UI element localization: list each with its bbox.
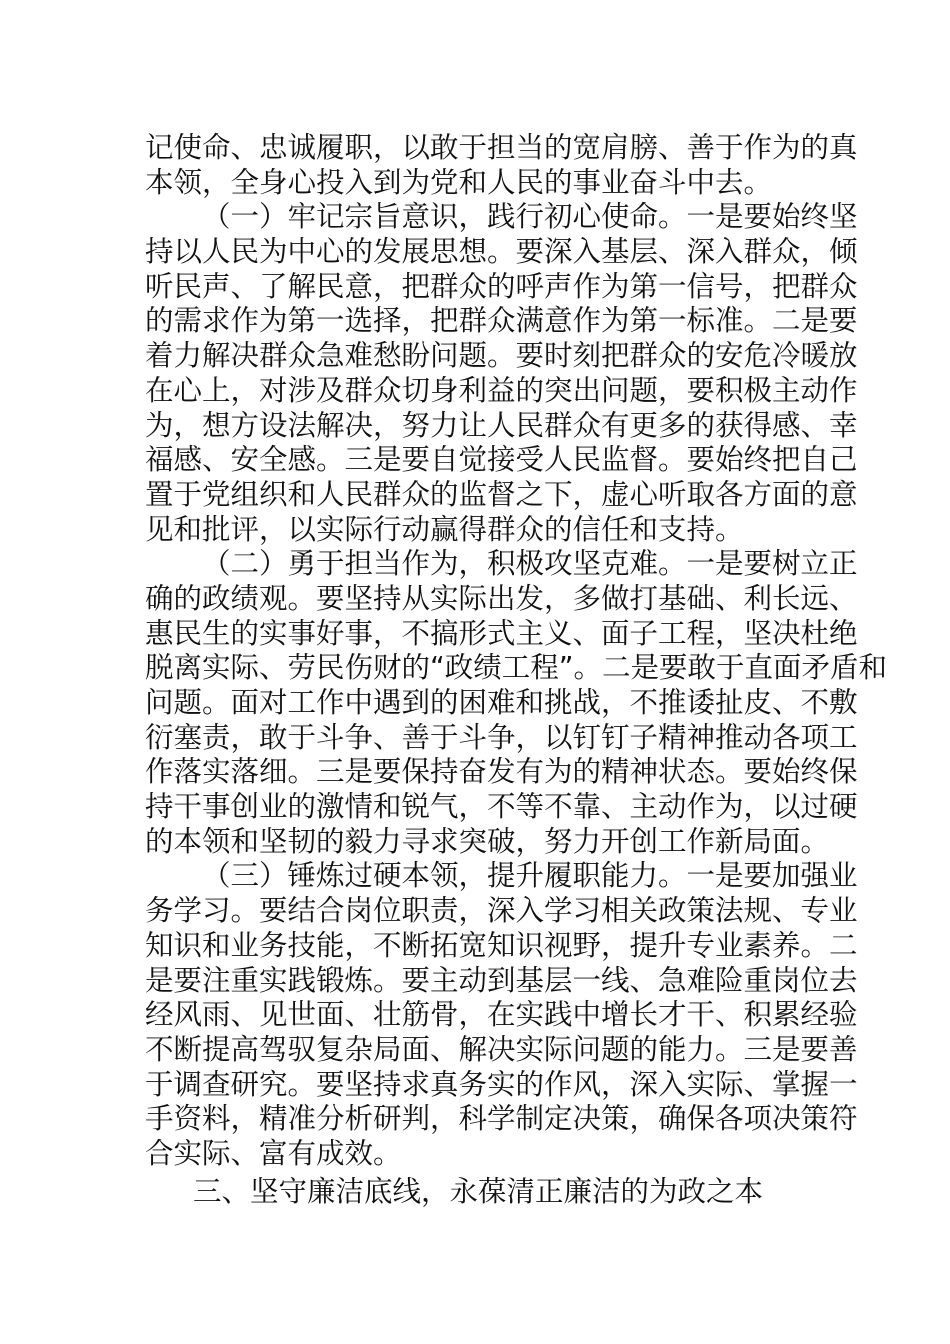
text-line: 确的政绩观。要坚持从实际出发，多做打基础、利长远、 xyxy=(145,581,858,615)
text-line: 持以人民为中心的发展思想。要深入基层、深入群众，倾 xyxy=(145,235,858,269)
text-line: 作落实落细。三是要保持奋发有为的精神状态。要始终保 xyxy=(145,755,858,789)
text-line: 置于党组织和人民群众的监督之下，虚心听取各方面的意 xyxy=(145,477,858,511)
text-line: 持干事创业的激情和锐气，不等不靠、主动作为，以过硬 xyxy=(145,790,858,824)
text-line: 着力解决群众急难愁盼问题。要时刻把群众的安危冷暖放 xyxy=(145,339,858,373)
text-line: （一）牢记宗旨意识，践行初心使命。一是要始终坚 xyxy=(202,200,858,234)
section-heading: 三、坚守廉洁底线，永葆清正廉洁的为政之本 xyxy=(193,1174,764,1208)
text-line: 合实际、富有成效。 xyxy=(145,1136,402,1170)
paragraph xyxy=(145,859,858,1171)
paragraph xyxy=(145,131,858,200)
text-line: 听民声、了解民意，把群众的呼声作为第一信号，把群众 xyxy=(145,269,858,303)
paragraph xyxy=(145,200,858,547)
text-line: （三）锤炼过硬本领，提升履职能力。一是要加强业 xyxy=(202,859,858,893)
text-line: 见和批评，以实际行动赢得群众的信任和支持。 xyxy=(145,512,744,546)
text-line: 知识和业务技能，不断拓宽知识视野，提升专业素养。二 xyxy=(145,928,858,962)
text-line: 于调查研究。要坚持求真务实的作风，深入实际、掌握一 xyxy=(145,1067,858,1101)
text-line: 的本领和坚韧的毅力寻求突破，努力开创工作新局面。 xyxy=(145,824,830,858)
text-line: 为，想方设法解决，努力让人民群众有更多的获得感、幸 xyxy=(145,408,858,442)
text-line: 福感、安全感。三是要自觉接受人民监督。要始终把自己 xyxy=(145,443,858,477)
text-line: 本领，全身心投入到为党和人民的事业奋斗中去。 xyxy=(145,165,773,199)
text-line: 衍塞责，敢于斗争、善于斗争，以钉钉子精神推动各项工 xyxy=(145,720,858,754)
text-line: 脱离实际、劳民伤财的“政绩工程”。二是要敢于直面矛盾和 xyxy=(145,651,888,685)
document-page xyxy=(145,131,888,1209)
text-line: 不断提高驾驭复杂局面、解决实际问题的能力。三是要善 xyxy=(145,1032,858,1066)
text-line: 惠民生的实事好事，不搞形式主义、面子工程，坚决杜绝 xyxy=(145,616,858,650)
text-line: 记使命、忠诚履职，以敢于担当的宽肩膀、善于作为的真 xyxy=(145,131,858,164)
text-line: （二）勇于担当作为，积极攻坚克难。一是要树立正 xyxy=(202,547,858,581)
text-line: 手资料，精准分析研判，科学制定决策，确保各项决策符 xyxy=(145,1102,858,1136)
paragraph xyxy=(145,547,888,859)
text-line: 问题。面对工作中遇到的困难和挑战，不推诿扯皮、不敷 xyxy=(145,686,858,719)
text-line: 在心上，对涉及群众切身利益的突出问题，要积极主动作 xyxy=(145,373,858,407)
text-line: 是要注重实践锻炼。要主动到基层一线、急难险重岗位去 xyxy=(145,963,858,997)
text-line: 务学习。要结合岗位职责，深入学习相关政策法规、专业 xyxy=(145,894,858,928)
text-line: 经风雨、见世面、壮筋骨，在实践中增长才干、积累经验 xyxy=(145,998,858,1032)
text-line: 的需求作为第一选择，把群众满意作为第一标准。二是要 xyxy=(145,304,858,338)
